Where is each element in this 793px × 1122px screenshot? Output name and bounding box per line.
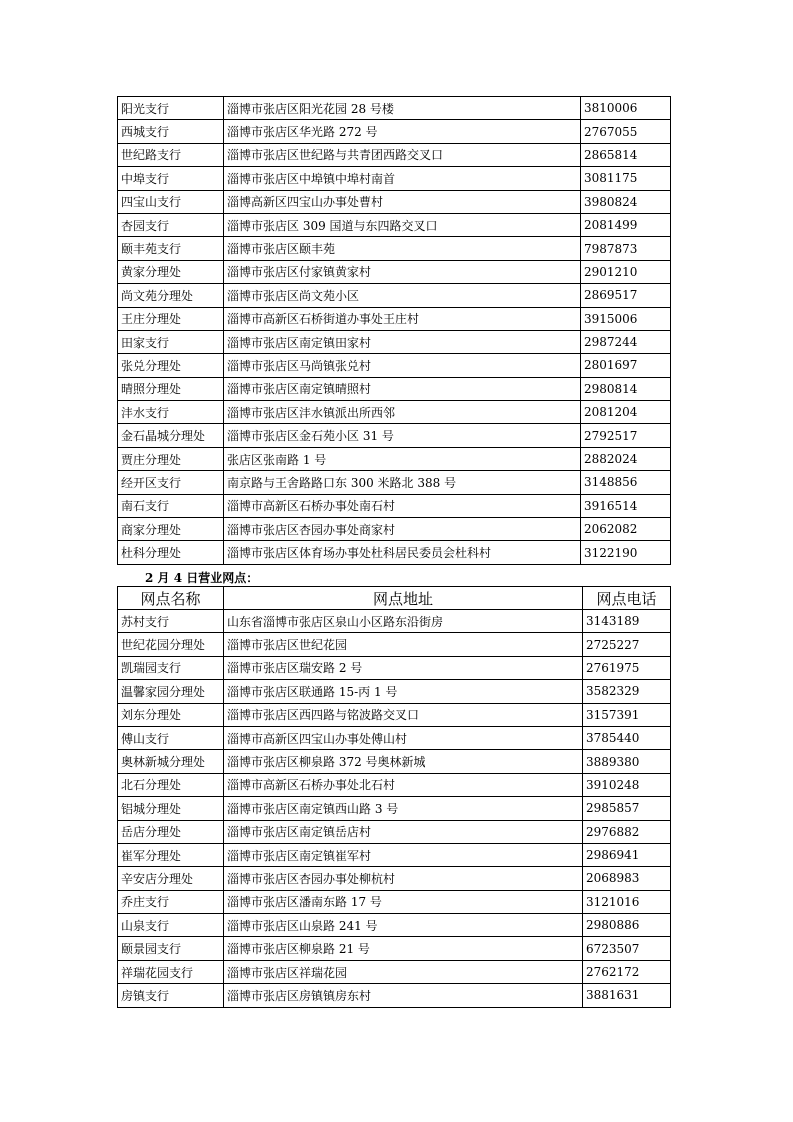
table-row (118, 237, 671, 260)
table-row (118, 377, 671, 400)
header-branch-name: 网点名称 (118, 587, 224, 610)
table-row (118, 424, 671, 447)
table-row (118, 726, 671, 749)
branch-phone-cell: 2068983 (583, 867, 671, 890)
table-row (118, 680, 671, 703)
branch-phone-cell: 2865814 (581, 143, 671, 166)
table-row (118, 890, 671, 913)
branch-name-cell: 尚文苑分理处 (118, 284, 224, 307)
branch-address-cell: 淄博市张店区潘南东路 17 号 (224, 890, 583, 913)
branch-phone-cell: 2081499 (581, 213, 671, 236)
branch-address-cell: 淄博市张店区阳光花园 28 号楼 (224, 97, 581, 120)
branch-address-cell: 淄博市张店区南定镇岳店村 (224, 820, 583, 843)
branch-phone-cell: 2081204 (581, 401, 671, 424)
table-row (118, 518, 671, 541)
branch-name-cell: 经开区支行 (118, 471, 224, 494)
branch-address-cell: 张店区张南路 1 号 (224, 447, 581, 470)
branch-name-cell: 黄家分理处 (118, 260, 224, 283)
branch-address-cell: 淄博高新区四宝山办事处曹村 (224, 190, 581, 213)
branch-table-1 (117, 96, 671, 565)
branch-name-cell: 晴照分理处 (118, 377, 224, 400)
table-row (118, 120, 671, 143)
branch-address-cell: 淄博市张店区华光路 272 号 (224, 120, 581, 143)
table-row (118, 797, 671, 820)
branch-name-cell: 房镇支行 (118, 984, 224, 1007)
branch-name-cell: 杏园支行 (118, 213, 224, 236)
branch-name-cell: 山泉支行 (118, 914, 224, 937)
branch-name-cell: 凯瑞园支行 (118, 656, 224, 679)
branch-name-cell: 四宝山支行 (118, 190, 224, 213)
branch-name-cell: 颐丰苑支行 (118, 237, 224, 260)
branch-address-cell: 淄博市张店区 309 国道与东四路交叉口 (224, 213, 581, 236)
table-row (118, 190, 671, 213)
table-row (118, 447, 671, 470)
branch-address-cell: 淄博市张店区沣水镇派出所西邻 (224, 401, 581, 424)
branch-phone-cell: 2980814 (581, 377, 671, 400)
header-branch-phone: 网点电话 (583, 587, 671, 610)
header-branch-address: 网点地址 (224, 587, 583, 610)
branch-address-cell: 淄博市张店区南定镇晴照村 (224, 377, 581, 400)
branch-name-cell: 世纪花园分理处 (118, 633, 224, 656)
branch-name-cell: 贾庄分理处 (118, 447, 224, 470)
branch-address-cell: 淄博市张店区付家镇黄家村 (224, 260, 581, 283)
table-row (118, 773, 671, 796)
branch-phone-cell: 3121016 (583, 890, 671, 913)
branch-address-cell: 淄博市张店区杏园办事处柳杭村 (224, 867, 583, 890)
table-row (118, 284, 671, 307)
table-row (118, 471, 671, 494)
table-row (118, 867, 671, 890)
table-row (118, 167, 671, 190)
branch-phone-cell: 2062082 (581, 518, 671, 541)
branch-address-cell: 淄博市张店区房镇镇房东村 (224, 984, 583, 1007)
branch-name-cell: 南石支行 (118, 494, 224, 517)
branch-phone-cell: 2976882 (583, 820, 671, 843)
branch-name-cell: 刘东分理处 (118, 703, 224, 726)
branch-name-cell: 金石晶城分理处 (118, 424, 224, 447)
branch-phone-cell: 3916514 (581, 494, 671, 517)
branch-phone-cell: 6723507 (583, 937, 671, 960)
branch-phone-cell: 3148856 (581, 471, 671, 494)
branch-address-cell: 淄博市张店区杏园办事处商家村 (224, 518, 581, 541)
branch-phone-cell: 2980886 (583, 914, 671, 937)
branch-phone-cell: 3881631 (583, 984, 671, 1007)
branch-name-cell: 铝城分理处 (118, 797, 224, 820)
branch-name-cell: 祥瑞花园支行 (118, 960, 224, 983)
table-row (118, 984, 671, 1007)
branch-phone-cell: 2882024 (581, 447, 671, 470)
branch-phone-cell: 3081175 (581, 167, 671, 190)
branch-name-cell: 阳光支行 (118, 97, 224, 120)
branch-phone-cell: 2761975 (583, 656, 671, 679)
table-row (118, 541, 671, 564)
branch-address-cell: 山东省淄博市张店区泉山小区路东沿街房 (224, 610, 583, 633)
branch-address-cell: 淄博市高新区石桥街道办事处王庄村 (224, 307, 581, 330)
table-row (118, 354, 671, 377)
table-row (118, 330, 671, 353)
table-row (118, 143, 671, 166)
branch-address-cell: 淄博市张店区颐丰苑 (224, 237, 581, 260)
branch-phone-cell: 2986941 (583, 843, 671, 866)
branch-name-cell: 傅山支行 (118, 726, 224, 749)
branch-address-cell: 淄博市张店区瑞安路 2 号 (224, 656, 583, 679)
table-row (118, 820, 671, 843)
table-row (118, 494, 671, 517)
branch-name-cell: 商家分理处 (118, 518, 224, 541)
table-row (118, 307, 671, 330)
branch-address-cell: 淄博市张店区世纪路与共青团西路交叉口 (224, 143, 581, 166)
branch-name-cell: 苏村支行 (118, 610, 224, 633)
branch-phone-cell: 3910248 (583, 773, 671, 796)
table-row (118, 703, 671, 726)
branch-address-cell: 淄博市张店区西四路与铭波路交叉口 (224, 703, 583, 726)
table-row (118, 260, 671, 283)
branch-name-cell: 颐景园支行 (118, 937, 224, 960)
table-row (118, 401, 671, 424)
branch-phone-cell: 2767055 (581, 120, 671, 143)
branch-name-cell: 王庄分理处 (118, 307, 224, 330)
branch-address-cell: 淄博市张店区中埠镇中埠村南首 (224, 167, 581, 190)
branch-address-cell: 淄博市张店区柳泉路 372 号奥林新城 (224, 750, 583, 773)
branch-name-cell: 中埠支行 (118, 167, 224, 190)
branch-phone-cell: 3915006 (581, 307, 671, 330)
branch-name-cell: 奥林新城分理处 (118, 750, 224, 773)
table-row (118, 213, 671, 236)
branch-name-cell: 沣水支行 (118, 401, 224, 424)
branch-phone-cell: 3122190 (581, 541, 671, 564)
branch-phone-cell: 3157391 (583, 703, 671, 726)
branch-phone-cell: 3582329 (583, 680, 671, 703)
branch-name-cell: 杜科分理处 (118, 541, 224, 564)
branch-address-cell: 淄博市张店区南定镇崔军村 (224, 843, 583, 866)
branch-name-cell: 世纪路支行 (118, 143, 224, 166)
branch-address-cell: 淄博市高新区四宝山办事处傅山村 (224, 726, 583, 749)
branch-address-cell: 淄博市张店区联通路 15-丙 1 号 (224, 680, 583, 703)
branch-address-cell: 淄博市张店区尚文苑小区 (224, 284, 581, 307)
branch-phone-cell: 3785440 (583, 726, 671, 749)
branch-address-cell: 淄博市张店区山泉路 241 号 (224, 914, 583, 937)
branch-phone-cell: 2869517 (581, 284, 671, 307)
branch-name-cell: 西城支行 (118, 120, 224, 143)
branch-phone-cell: 2792517 (581, 424, 671, 447)
branch-name-cell: 辛安店分理处 (118, 867, 224, 890)
branch-name-cell: 岳店分理处 (118, 820, 224, 843)
branch-address-cell: 淄博市高新区石桥办事处南石村 (224, 494, 581, 517)
branch-phone-cell: 2762172 (583, 960, 671, 983)
branch-name-cell: 乔庄支行 (118, 890, 224, 913)
branch-address-cell: 淄博市张店区南定镇西山路 3 号 (224, 797, 583, 820)
branch-phone-cell: 2987244 (581, 330, 671, 353)
table-row (118, 937, 671, 960)
table-row (118, 750, 671, 773)
table-row (118, 656, 671, 679)
branch-address-cell: 淄博市张店区南定镇田家村 (224, 330, 581, 353)
table-row (118, 914, 671, 937)
branch-phone-cell: 3810006 (581, 97, 671, 120)
branch-address-cell: 淄博市张店区世纪花园 (224, 633, 583, 656)
branch-phone-cell: 7987873 (581, 237, 671, 260)
branch-phone-cell: 2801697 (581, 354, 671, 377)
branch-name-cell: 张兑分理处 (118, 354, 224, 377)
branch-phone-cell: 3143189 (583, 610, 671, 633)
table-row (118, 843, 671, 866)
branch-name-cell: 田家支行 (118, 330, 224, 353)
branch-phone-cell: 3980824 (581, 190, 671, 213)
branch-address-cell: 淄博市张店区祥瑞花园 (224, 960, 583, 983)
table-row (118, 633, 671, 656)
branch-phone-cell: 2901210 (581, 260, 671, 283)
branch-address-cell: 淄博市张店区金石苑小区 31 号 (224, 424, 581, 447)
table-row (118, 97, 671, 120)
branch-address-cell: 南京路与王舍路路口东 300 米路北 388 号 (224, 471, 581, 494)
section-title: 2 月 4 日营业网点： (145, 571, 259, 585)
branch-name-cell: 北石分理处 (118, 773, 224, 796)
branch-phone-cell: 2725227 (583, 633, 671, 656)
table-row (118, 960, 671, 983)
branch-phone-cell: 3889380 (583, 750, 671, 773)
branch-name-cell: 崔军分理处 (118, 843, 224, 866)
table-row (118, 610, 671, 633)
branch-address-cell: 淄博市张店区马尚镇张兑村 (224, 354, 581, 377)
branch-address-cell: 淄博市张店区体育场办事处杜科居民委员会杜科村 (224, 541, 581, 564)
branch-table-2 (117, 586, 671, 1008)
branch-address-cell: 淄博市高新区石桥办事处北石村 (224, 773, 583, 796)
branch-name-cell: 温馨家园分理处 (118, 680, 224, 703)
branch-phone-cell: 2985857 (583, 797, 671, 820)
table-header-row (118, 587, 671, 610)
branch-address-cell: 淄博市张店区柳泉路 21 号 (224, 937, 583, 960)
